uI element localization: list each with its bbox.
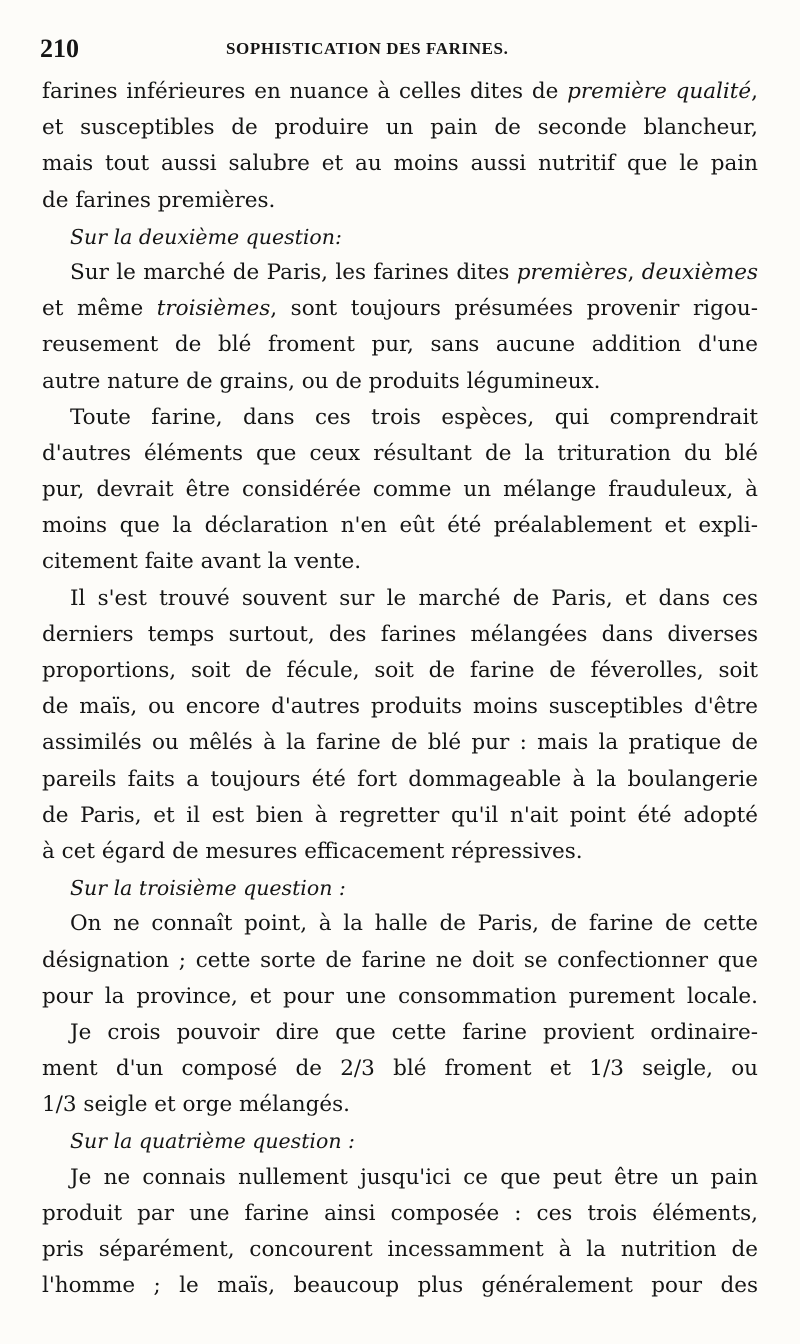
text-segment: et susceptibles de produire un pain de seconde blancheur, [42, 115, 758, 141]
text-line [42, 906, 758, 942]
text-line [42, 291, 758, 327]
text-line [42, 255, 758, 291]
text-segment: On ne connaît point, à la halle de Paris, de farine de cette [70, 911, 758, 937]
text-line [42, 544, 758, 580]
text-line [42, 400, 758, 436]
text-segment: pour la province, et pour une consommation purement locale. [42, 983, 758, 1009]
text-line [42, 798, 758, 834]
text-line [42, 581, 758, 617]
text-line [42, 436, 758, 472]
text-line [42, 74, 758, 110]
text-segment: de Paris, et il est bien à regretter qu'il n'ait point été adopté [42, 802, 758, 828]
text-line [42, 508, 758, 544]
text-segment: pur, devrait être considérée comme un mélange frauduleux, à [42, 477, 758, 503]
text-segment: reusement de blé froment pur, sans aucune addition d'une [42, 332, 758, 358]
text-line [42, 1232, 758, 1268]
text-line [42, 725, 758, 761]
text-segment: Sur la quatrième question : [70, 1129, 355, 1154]
text-segment: Sur la deuxième question: [70, 224, 342, 249]
text-segment: pareils faits a toujours été fort dommageable à la boulangerie [42, 766, 758, 792]
text-segment: première qualité [567, 79, 752, 104]
text-segment: premières [516, 259, 628, 285]
text-line [42, 762, 758, 798]
text-segment: produit par une farine ainsi composée : ces trois éléments, [42, 1200, 758, 1226]
text-segment: , [751, 79, 758, 104]
text-segment: , sont toujours présumées provenir rigou- [270, 296, 758, 322]
text-line [42, 1087, 758, 1123]
section-heading [42, 870, 758, 906]
text-segment: proportions, soit de fécule, soit de farine de féverolles, soit [42, 658, 758, 683]
body-text [42, 74, 758, 1304]
text-line [42, 689, 758, 725]
section-heading [42, 219, 758, 255]
text-line [42, 979, 758, 1015]
text-line [42, 146, 758, 182]
text-line [42, 327, 758, 363]
text-segment: l'homme ; le maïs, beaucoup plus généralement pour des [42, 1273, 758, 1299]
text-segment: pris séparément, concourent incessamment à la nutrition de [42, 1237, 758, 1262]
text-segment: Il s'est trouvé souvent sur le marché de Paris, et dans ces [70, 585, 758, 611]
text-segment: moins que la déclaration n'en eût été préalablement et expli- [42, 513, 758, 539]
text-line [42, 183, 758, 219]
running-header [40, 30, 756, 66]
text-line [42, 1160, 758, 1196]
text-line [42, 617, 758, 653]
running-title: SOPHISTICATION DES FARINES. [226, 39, 509, 58]
text-line [42, 472, 758, 508]
text-segment: d'autres éléments que ceux résultant de la trituration du blé [42, 440, 758, 466]
text-segment: ment d'un composé de 2/3 blé froment et 1/3 seigle, ou [42, 1056, 758, 1082]
text-segment: 1/3 seigle et orge mélangés. [42, 1092, 351, 1118]
text-segment: Toute farine, dans ces trois espèces, qui comprendrait [70, 404, 758, 430]
text-segment: mais tout aussi salubre et au moins aussi nutritif que le pain [42, 151, 758, 177]
text-segment: assimilés ou mêlés à la farine de blé pur : mais la pratique de [42, 730, 758, 756]
text-segment: derniers temps surtout, des farines mélangées dans diverses [42, 621, 758, 647]
text-line [42, 943, 758, 979]
text-segment: farines inférieures en nuance à celles dites de [42, 79, 568, 104]
text-segment: citement faite avant la vente. [42, 549, 362, 575]
section-heading [42, 1123, 758, 1159]
page-number: 210 [40, 34, 79, 63]
text-segment: et même [42, 296, 157, 322]
text-line [42, 834, 758, 870]
text-segment: désignation ; cette sorte de farine ne doit se confectionner que [42, 947, 758, 973]
text-line [42, 1268, 758, 1304]
text-segment: à cet égard de mesures efficacement répressives. [42, 838, 583, 864]
text-line [42, 1015, 758, 1051]
text-segment: Sur le marché de Paris, les farines dites [70, 259, 517, 285]
text-line [42, 653, 758, 689]
text-segment: Je crois pouvoir dire que cette farine provient ordinaire- [70, 1019, 758, 1045]
text-segment: Je ne connais nullement jusqu'ici ce que peut être un pain [70, 1164, 758, 1190]
text-segment: Sur la troisième question : [70, 876, 346, 901]
text-segment: deuxièmes [641, 259, 758, 285]
text-segment: troisièmes [156, 296, 271, 322]
text-line [42, 1196, 758, 1232]
text-segment: de maïs, ou encore d'autres produits moins susceptibles d'être [42, 694, 758, 720]
text-segment: , [627, 259, 642, 285]
text-line [42, 110, 758, 146]
text-line [42, 1051, 758, 1087]
text-segment: de farines premières. [42, 187, 276, 213]
text-line [42, 364, 758, 400]
text-segment: autre nature de grains, ou de produits légumineux. [42, 368, 601, 394]
